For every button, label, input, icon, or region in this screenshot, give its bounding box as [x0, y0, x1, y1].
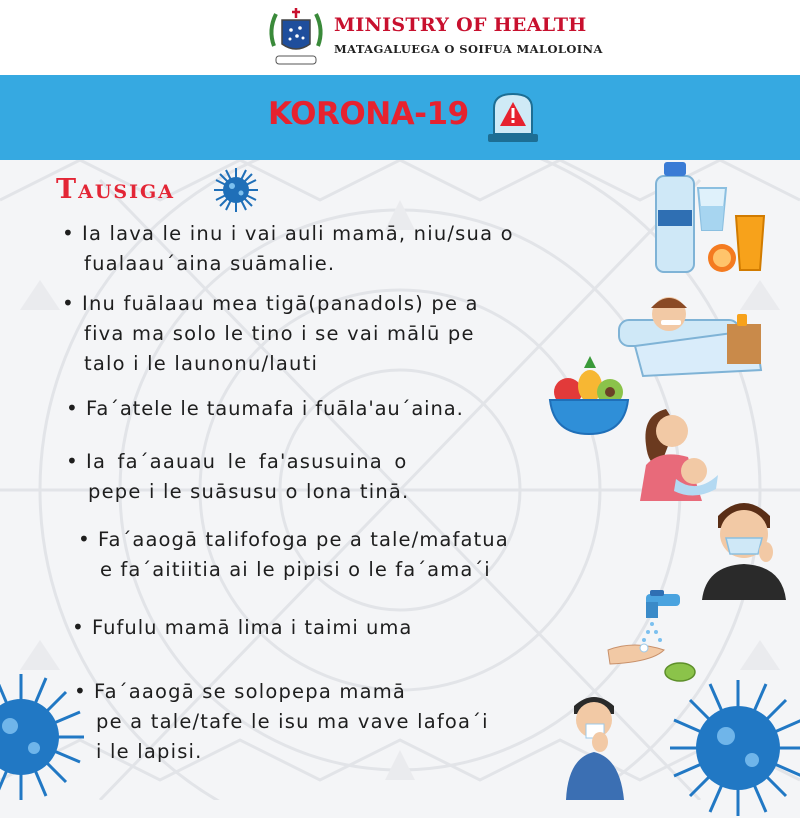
virus-decoration-icon: [668, 678, 800, 818]
tip-text-line: Fa´aaogā se solopepa mamā: [94, 680, 407, 703]
ministry-subtitle: MATAGALUEGA O SOIFUA MALOLOINA: [334, 42, 603, 56]
fruit-bowl-icon: [546, 356, 632, 436]
bullet-icon: •: [62, 291, 75, 315]
tip-item-fever-medicine: [62, 288, 479, 379]
virus-decoration-icon: [0, 672, 86, 802]
alarm-light-icon: [482, 88, 544, 150]
ministry-header: [0, 0, 800, 75]
banner-title: KORONA-19: [268, 96, 469, 132]
bullet-icon: •: [66, 396, 79, 420]
person-using-tissue-icon: [560, 688, 630, 800]
tip-text-line: Fufulu mamā lima i taimi uma: [92, 616, 413, 639]
tip-text-line: fiva ma solo le tino i se vai mālū pe: [84, 322, 475, 345]
tip-text-line: i le lapisi.: [96, 740, 203, 763]
tip-item-mask: [78, 524, 509, 585]
sick-person-in-bed-icon: [615, 290, 765, 380]
water-and-juice-icon: [652, 158, 772, 278]
tip-text-line: Inu fuālaau mea tigā(panadols) pe a: [82, 292, 479, 315]
tip-text-line: Ia lava le inu i vai auli mamā, niu/sua o: [82, 222, 514, 245]
samoa-coat-of-arms-icon: [264, 6, 328, 70]
section-heading: Tausiga: [56, 174, 175, 205]
bullet-icon: •: [78, 527, 91, 551]
virus-icon: [212, 166, 260, 214]
tip-text-line: talo i le launonu/lauti: [84, 352, 319, 375]
tip-text-line: Fa´atele le taumafa i fuāla'au´aina.: [86, 397, 464, 420]
bullet-icon: •: [74, 679, 87, 703]
tip-text-line: pe a tale/tafe le isu ma vave lafoa´i: [96, 710, 489, 733]
tip-text-line: pepe i le suāsusu o lona tinā.: [88, 480, 410, 503]
breastfeeding-mother-icon: [636, 405, 722, 501]
tip-item-fruit: [66, 393, 464, 424]
handwashing-icon: [604, 588, 696, 690]
bullet-icon: •: [72, 615, 85, 639]
tip-text-line: Fa´aaogā talifofoga pe a tale/mafatua: [98, 528, 509, 551]
tip-text-line: Ia fa´aauau le fa'asusuina o: [86, 450, 408, 473]
tip-item-hydration: [62, 218, 514, 279]
ministry-title: MINISTRY OF HEALTH: [334, 14, 587, 36]
tip-text-line: fualaau´aina suāmalie.: [84, 252, 336, 275]
bullet-icon: •: [62, 221, 75, 245]
tip-item-handwashing: [72, 612, 412, 643]
bullet-icon: •: [66, 449, 79, 473]
face-mask-person-icon: [696, 494, 792, 600]
tip-item-tissue: [74, 676, 489, 767]
tip-item-breastfeeding: [66, 446, 409, 507]
tip-text-line: e fa´aitiitia ai le pipisi o le fa´ama´i: [100, 558, 491, 581]
